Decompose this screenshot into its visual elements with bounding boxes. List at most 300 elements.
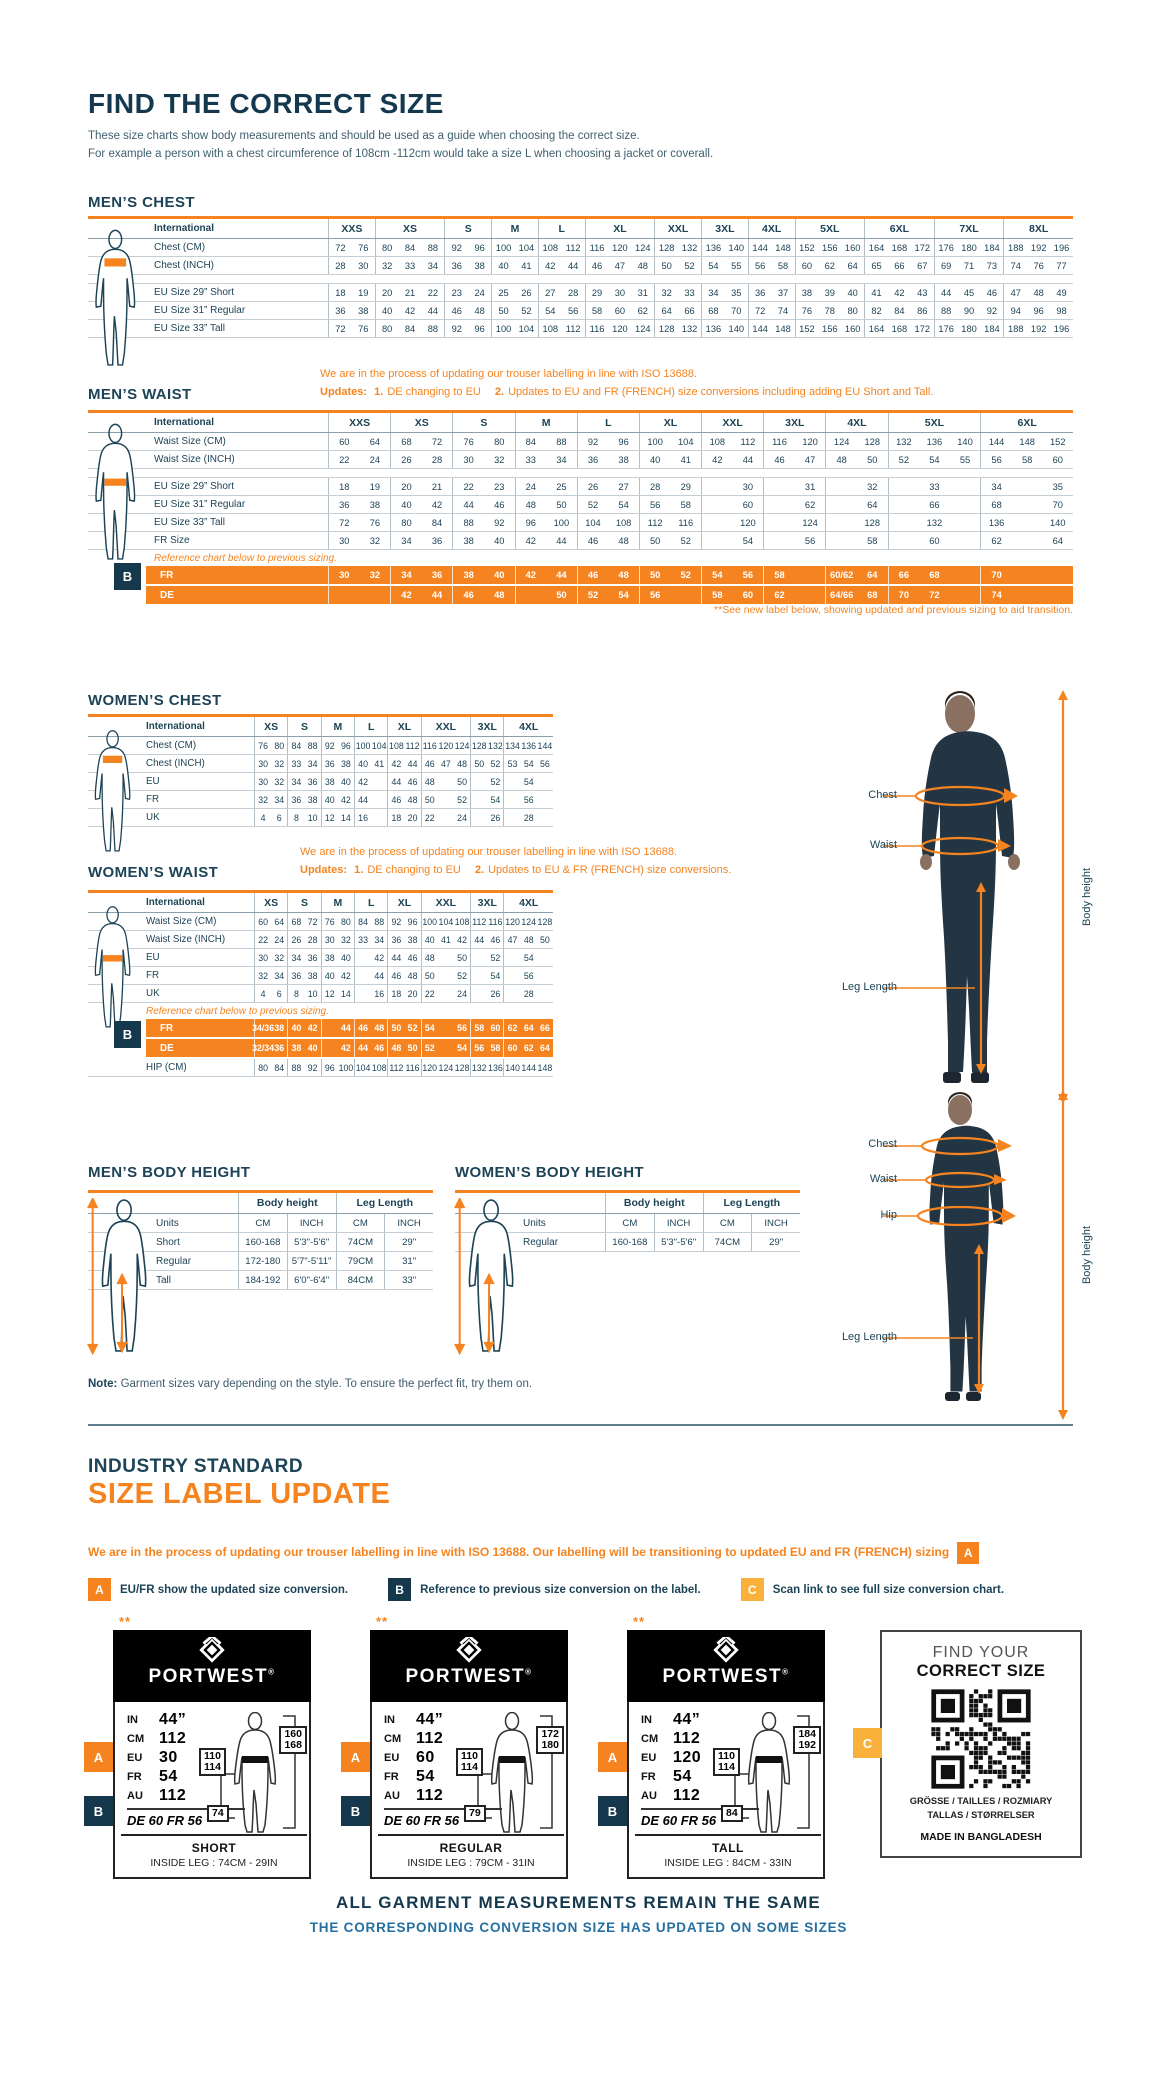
cell-value: 33 — [291, 758, 302, 769]
cell-value: 62 — [824, 260, 835, 271]
cell-value: 120 — [612, 323, 628, 334]
cell-value — [670, 586, 701, 604]
mens-body-height-table — [88, 1190, 433, 1290]
cell-value: 168 — [891, 323, 908, 334]
table-header-row — [88, 413, 1073, 433]
table-row — [88, 931, 553, 949]
cell-value: 58 — [490, 1043, 501, 1053]
table-cell — [503, 913, 553, 930]
table-cell — [503, 967, 553, 984]
waist-measure-box — [713, 1748, 740, 1776]
cell-value: 25 — [556, 481, 567, 492]
table-cell — [321, 755, 354, 772]
cell-value: 34 — [991, 481, 1002, 492]
cell-value: 6 — [276, 988, 282, 999]
man-leg-length-label: Leg Length — [841, 981, 897, 993]
table-cell — [795, 284, 865, 301]
table-cell — [328, 566, 390, 584]
cell-value — [889, 532, 920, 549]
cell-value: 80 — [274, 740, 285, 751]
table-cell — [795, 320, 865, 337]
table-cell — [254, 967, 287, 984]
table-cell — [701, 320, 748, 337]
sizes-languages — [890, 1795, 1072, 1823]
cell-value: 84 — [358, 916, 368, 927]
table-cell — [888, 532, 981, 549]
cell-value: 58 — [474, 1023, 485, 1033]
cell-value: 38 — [474, 260, 485, 271]
table-cell — [577, 532, 639, 549]
cell-value: 38 — [463, 535, 474, 546]
womens-chest-table — [88, 714, 553, 827]
stars: ** — [119, 1614, 132, 1629]
inside-leg: INSIDE LEG : 74CM - 29IN — [150, 1857, 278, 1869]
cell-value — [1012, 566, 1043, 584]
cell-value: 54 — [708, 260, 719, 271]
cell-value: 38 — [463, 570, 474, 580]
row-label: Waist Size (CM) — [154, 436, 226, 447]
cell-value: 18 — [335, 287, 346, 298]
table-cell — [748, 239, 795, 256]
table-cell — [701, 514, 763, 531]
cell-value: 136 — [988, 517, 1005, 528]
unit: FR — [127, 1770, 142, 1783]
cell-value: 38 — [801, 287, 813, 298]
table-gap — [88, 469, 1073, 478]
table-cell — [328, 514, 390, 531]
cell-value — [438, 1039, 454, 1057]
cell-value: 132 — [471, 1062, 487, 1073]
cell-value: 74 — [991, 590, 1002, 600]
table-cell — [336, 1233, 434, 1251]
cell-value: 40 — [847, 287, 858, 298]
table-cell — [354, 949, 387, 966]
cell-value: 58 — [867, 535, 878, 546]
table-cell — [748, 257, 795, 274]
cell-value — [438, 985, 454, 1002]
cell-value: 96 — [474, 242, 485, 253]
cell-value — [1042, 566, 1073, 584]
cell-value: 44 — [556, 535, 567, 546]
table-cell — [328, 532, 390, 549]
update-note-line1: We are in the process of updating our trouser labelling in line with ISO 13688. — [300, 846, 678, 858]
cell-value: 50 — [391, 1023, 402, 1033]
table-header-label — [88, 1193, 238, 1213]
table-cell — [328, 433, 390, 450]
table-cell — [390, 478, 452, 495]
cell-value: 48 — [424, 952, 435, 963]
table-cell — [503, 737, 553, 754]
cell-value: 32 — [382, 260, 393, 271]
size-label-card-tall — [607, 1614, 825, 1879]
row-label: FR — [160, 1022, 174, 1034]
height-val: 168 — [284, 1739, 302, 1752]
cell-value: 44 — [427, 305, 439, 316]
table-cell — [503, 1039, 553, 1057]
update-2-text: Updates to EU & FR (FRENCH) size conversions. — [488, 863, 732, 876]
height-val: 180 — [541, 1739, 559, 1752]
cell-value: 38 — [341, 758, 351, 769]
table-row — [88, 985, 553, 1003]
label-figure — [205, 1712, 305, 1834]
cell-value: 30 — [339, 535, 350, 546]
cell-value: 14 — [341, 812, 351, 823]
cell-value: 42 — [307, 1023, 318, 1033]
cell-value: 92 — [324, 740, 335, 751]
table-cell — [654, 320, 701, 337]
cell-value: 72 — [335, 242, 346, 253]
cell-value: 60 — [507, 1043, 518, 1053]
table-cell — [825, 496, 887, 513]
brand-text: PORTWEST — [148, 1666, 269, 1687]
cell-value: 48 — [523, 934, 534, 945]
cell-value — [438, 967, 454, 984]
unit: IN — [384, 1713, 395, 1726]
table-cell — [321, 1059, 354, 1076]
size-column-header: XL — [387, 717, 420, 736]
cell-value: 30 — [324, 934, 335, 945]
womens-body-height-table — [455, 1190, 800, 1252]
table-cell — [421, 755, 471, 772]
table-cell — [328, 302, 375, 319]
cell-value: 52 — [457, 794, 467, 805]
table-row — [88, 433, 1073, 451]
update-1-num: 1. — [354, 863, 364, 876]
table-cell — [421, 949, 471, 966]
cell-value: 124 — [521, 916, 537, 927]
table-cell — [387, 773, 420, 790]
cell-value: 66 — [898, 570, 909, 580]
table-cell — [888, 566, 981, 584]
size-column-header: M — [321, 893, 354, 912]
table-cell — [980, 514, 1073, 531]
table-cell — [577, 514, 639, 531]
cell-value: 46 — [358, 1023, 368, 1033]
size-column-header: XXL — [421, 893, 471, 912]
value: 44” — [159, 1710, 187, 1728]
table-row — [455, 1233, 800, 1252]
separator — [378, 1834, 564, 1836]
cell-value — [471, 985, 487, 1002]
cell-value: 46 — [407, 952, 418, 963]
update-2-num: 2. — [494, 385, 505, 398]
table-cell — [470, 755, 503, 772]
cell-value — [537, 949, 553, 966]
cell-value: 79CM — [347, 1255, 374, 1267]
table-cell — [254, 931, 287, 948]
size-column-header: XXL — [654, 219, 701, 238]
cell-value: 48 — [525, 499, 536, 510]
row-label: Regular — [523, 1236, 559, 1248]
table-row — [88, 239, 1073, 257]
table-cell — [354, 913, 387, 930]
cell-value: 20 — [407, 988, 418, 999]
cell-value: 74CM — [714, 1236, 741, 1248]
cell-value: 64 — [369, 436, 381, 447]
cell-value: 64 — [867, 570, 878, 580]
cell-value: 14 — [341, 988, 351, 999]
table-cell — [503, 773, 553, 790]
cell-value: 22 — [463, 481, 474, 492]
table-cell — [503, 931, 553, 948]
table-cell — [375, 284, 445, 301]
size-column-header: XL — [387, 893, 420, 912]
table-cell — [864, 257, 934, 274]
cell-value: 34 — [401, 535, 412, 546]
marker-a-badge: A — [84, 1742, 113, 1772]
cell-value — [1042, 586, 1073, 604]
cell-value — [504, 985, 520, 1002]
cell-value: 16 — [358, 812, 368, 823]
size-column-header: XS — [375, 219, 445, 238]
table-cell — [701, 239, 748, 256]
table-cell — [934, 257, 1004, 274]
cell-value: 184-192 — [245, 1274, 281, 1286]
cell-value: 56 — [568, 305, 579, 316]
table-cell — [328, 478, 390, 495]
womens-chest-heading: WOMEN’S CHEST — [88, 692, 222, 709]
table-row — [88, 967, 553, 985]
table-cell — [287, 1019, 320, 1037]
cell-value: 36 — [307, 776, 318, 787]
cell-value: 176 — [938, 242, 954, 253]
cell-value — [537, 773, 553, 790]
row-label: Waist Size (CM) — [146, 916, 217, 927]
cell-value: 36 — [391, 934, 402, 945]
cell-value: 62 — [774, 590, 785, 600]
table-cell — [387, 737, 420, 754]
update-2-text: Updates to EU and FR (FRENCH) size conversions including adding EU Short and Tall. — [508, 385, 934, 398]
cell-value — [471, 967, 487, 984]
cell-value: 28 — [307, 934, 318, 945]
cell-value: 160 — [844, 323, 861, 334]
cell-value: 104 — [518, 242, 535, 253]
row-label: FR Size — [154, 535, 190, 546]
cell-value: 140 — [957, 436, 973, 447]
cell-value: 108 — [371, 1062, 387, 1073]
cell-value: 24 — [369, 454, 381, 465]
cell-value: 34 — [291, 952, 302, 963]
table-header-label: International — [154, 417, 215, 428]
cell-value: 50 — [498, 305, 509, 316]
table-cell — [701, 478, 763, 495]
table-cell — [254, 809, 287, 826]
row-label: Chest (INCH) — [154, 260, 215, 271]
cell-value: 62 — [523, 1043, 534, 1053]
cell-value: 184 — [984, 323, 1000, 334]
cell-value: 44 — [431, 590, 443, 600]
cell-value: 172-180 — [245, 1255, 281, 1267]
cell-value: 66 — [684, 305, 695, 316]
table-header-row — [88, 893, 553, 913]
cell-value: 32/34 — [252, 1043, 275, 1053]
row-label: Units — [156, 1217, 179, 1229]
cell-value: 116 — [678, 517, 694, 528]
cell-value: 132 — [896, 436, 912, 447]
cell-value: 35 — [1052, 481, 1063, 492]
table-cell — [387, 1059, 420, 1076]
man-silhouette — [835, 688, 1085, 1106]
cell-value: 53 — [507, 758, 518, 769]
cell-value: 108 — [454, 916, 470, 927]
cell-value: 104 — [371, 740, 387, 751]
cell-value: 70 — [991, 570, 1002, 580]
cell-value: 76 — [324, 916, 335, 927]
cell-value: 64 — [661, 305, 672, 316]
cell-value: 46 — [587, 570, 599, 580]
woman-chest-label: Chest — [868, 1138, 897, 1150]
label-body — [627, 1702, 825, 1879]
table-cell — [748, 302, 795, 319]
cell-value — [504, 773, 520, 790]
cell-value: 31" — [384, 1252, 433, 1270]
table-cell — [336, 1271, 434, 1289]
cell-value: 66 — [929, 499, 940, 510]
cell-value: 33 — [684, 287, 695, 298]
cell-value: 32 — [258, 970, 268, 981]
cell-value: 46 — [494, 499, 505, 510]
cell-value: 120 — [422, 1062, 438, 1073]
cell-value: 54 — [490, 970, 501, 981]
cell-value: 100 — [647, 436, 663, 447]
reference-note: Reference chart below to previous sizing. — [146, 1005, 329, 1017]
womens-body-height-heading: WOMEN’S BODY HEIGHT — [455, 1164, 644, 1181]
cell-value: 36 — [431, 535, 443, 546]
table-cell — [238, 1214, 336, 1232]
table-cell — [577, 478, 639, 495]
cell-value: 5'3"-5'6" — [287, 1233, 336, 1251]
cell-value: 140 — [728, 242, 745, 253]
cell-value: 32 — [274, 776, 285, 787]
cell-value: 64 — [274, 916, 285, 927]
value: 54 — [673, 1767, 692, 1785]
cell-value: 34 — [556, 454, 567, 465]
table-cell — [825, 514, 887, 531]
table-cell — [888, 433, 981, 450]
cell-value: 70 — [731, 305, 742, 316]
size-column-header: Body height — [238, 1193, 336, 1213]
cell-value: 20 — [407, 812, 418, 823]
table-cell — [701, 302, 748, 319]
table-cell — [701, 566, 763, 584]
cell-value: 50 — [424, 794, 435, 805]
cell-value: 140 — [505, 1062, 520, 1073]
cell-value: 32 — [258, 794, 268, 805]
cell-value: 54 — [545, 305, 556, 316]
mens-waist-table — [88, 410, 1073, 606]
unit: FR — [641, 1770, 656, 1783]
table-cell — [577, 496, 639, 513]
table-cell — [1003, 302, 1073, 319]
table-cell — [421, 1019, 471, 1037]
portwest-brand — [113, 1666, 311, 1688]
table-cell — [825, 451, 887, 468]
cell-value: 44 — [742, 454, 754, 465]
cell-value: 24 — [525, 481, 536, 492]
table-cell — [452, 433, 514, 450]
size-column-header: L — [354, 717, 387, 736]
cell-value — [471, 809, 487, 826]
marker-a-badge: A — [341, 1742, 370, 1772]
table-cell — [639, 496, 701, 513]
table-cell — [577, 566, 639, 584]
row-label: Chest (CM) — [146, 740, 197, 751]
table-cell — [254, 1039, 287, 1057]
table-cell — [254, 755, 287, 772]
cell-value — [322, 1039, 338, 1057]
cell-value: 30 — [614, 287, 626, 298]
cell-value: 120 — [740, 517, 756, 528]
table-cell — [980, 566, 1073, 584]
cell-value: 80 — [382, 242, 393, 253]
cell-value: 32 — [661, 287, 672, 298]
cell-value — [355, 985, 371, 1002]
size-column-header: XXS — [328, 219, 375, 238]
woman-waist-label: Waist — [869, 1173, 897, 1185]
table-cell — [1003, 284, 1073, 301]
cell-value — [371, 791, 387, 808]
table-cell — [387, 949, 420, 966]
table-cell — [390, 496, 452, 513]
cell-value: 112 — [565, 242, 581, 253]
cell-value — [371, 773, 387, 790]
table-cell — [375, 302, 445, 319]
table-header-row — [455, 1193, 800, 1214]
cell-value — [537, 809, 553, 826]
table-cell — [795, 302, 865, 319]
cell-value: 116 — [589, 323, 605, 334]
cell-value: 104 — [585, 517, 601, 528]
cell-value: 128 — [864, 436, 881, 447]
cell-value: 48 — [407, 970, 418, 981]
table-cell — [470, 1019, 503, 1037]
langs-line: TALLAS / STØRRELSER — [927, 1809, 1035, 1820]
table-row — [88, 284, 1073, 302]
waist-val: 110 — [461, 1750, 478, 1762]
mens-body-height-heading: MEN’S BODY HEIGHT — [88, 1164, 251, 1181]
table-row — [88, 913, 553, 931]
note-text: Garment sizes vary depending on the style. To ensure the perfect fit, try them on. — [117, 1378, 533, 1390]
table-cell — [354, 1039, 387, 1057]
table-cell — [888, 586, 981, 604]
table-cell — [321, 791, 354, 808]
cell-value: 188 — [1008, 323, 1024, 334]
cell-value: 100 — [495, 323, 512, 334]
cell-value: 44 — [474, 934, 485, 945]
size-column-header: S — [287, 893, 320, 912]
row-label: Regular — [156, 1255, 192, 1267]
cell-value: 40 — [358, 758, 368, 769]
cell-value: 94 — [1010, 305, 1021, 316]
cell-value: 48 — [391, 1043, 402, 1053]
unit: CM — [127, 1732, 145, 1745]
table-row — [146, 1019, 553, 1039]
inside-leg: INSIDE LEG : 84CM - 33IN — [664, 1857, 792, 1869]
cell-value: 60 — [742, 590, 754, 600]
cell-value: 66 — [540, 1023, 550, 1033]
cell-value: 42 — [525, 570, 536, 580]
table-cell — [287, 791, 320, 808]
unit: IN — [641, 1713, 652, 1726]
table-cell — [421, 809, 471, 826]
cell-value: 68 — [401, 436, 412, 447]
cell-value: 46 — [374, 1043, 385, 1053]
cell-value: 68 — [867, 590, 878, 600]
cell-value — [764, 532, 795, 549]
row-label: EU — [146, 952, 160, 963]
table-cell — [577, 586, 639, 604]
cell-value — [438, 773, 454, 790]
